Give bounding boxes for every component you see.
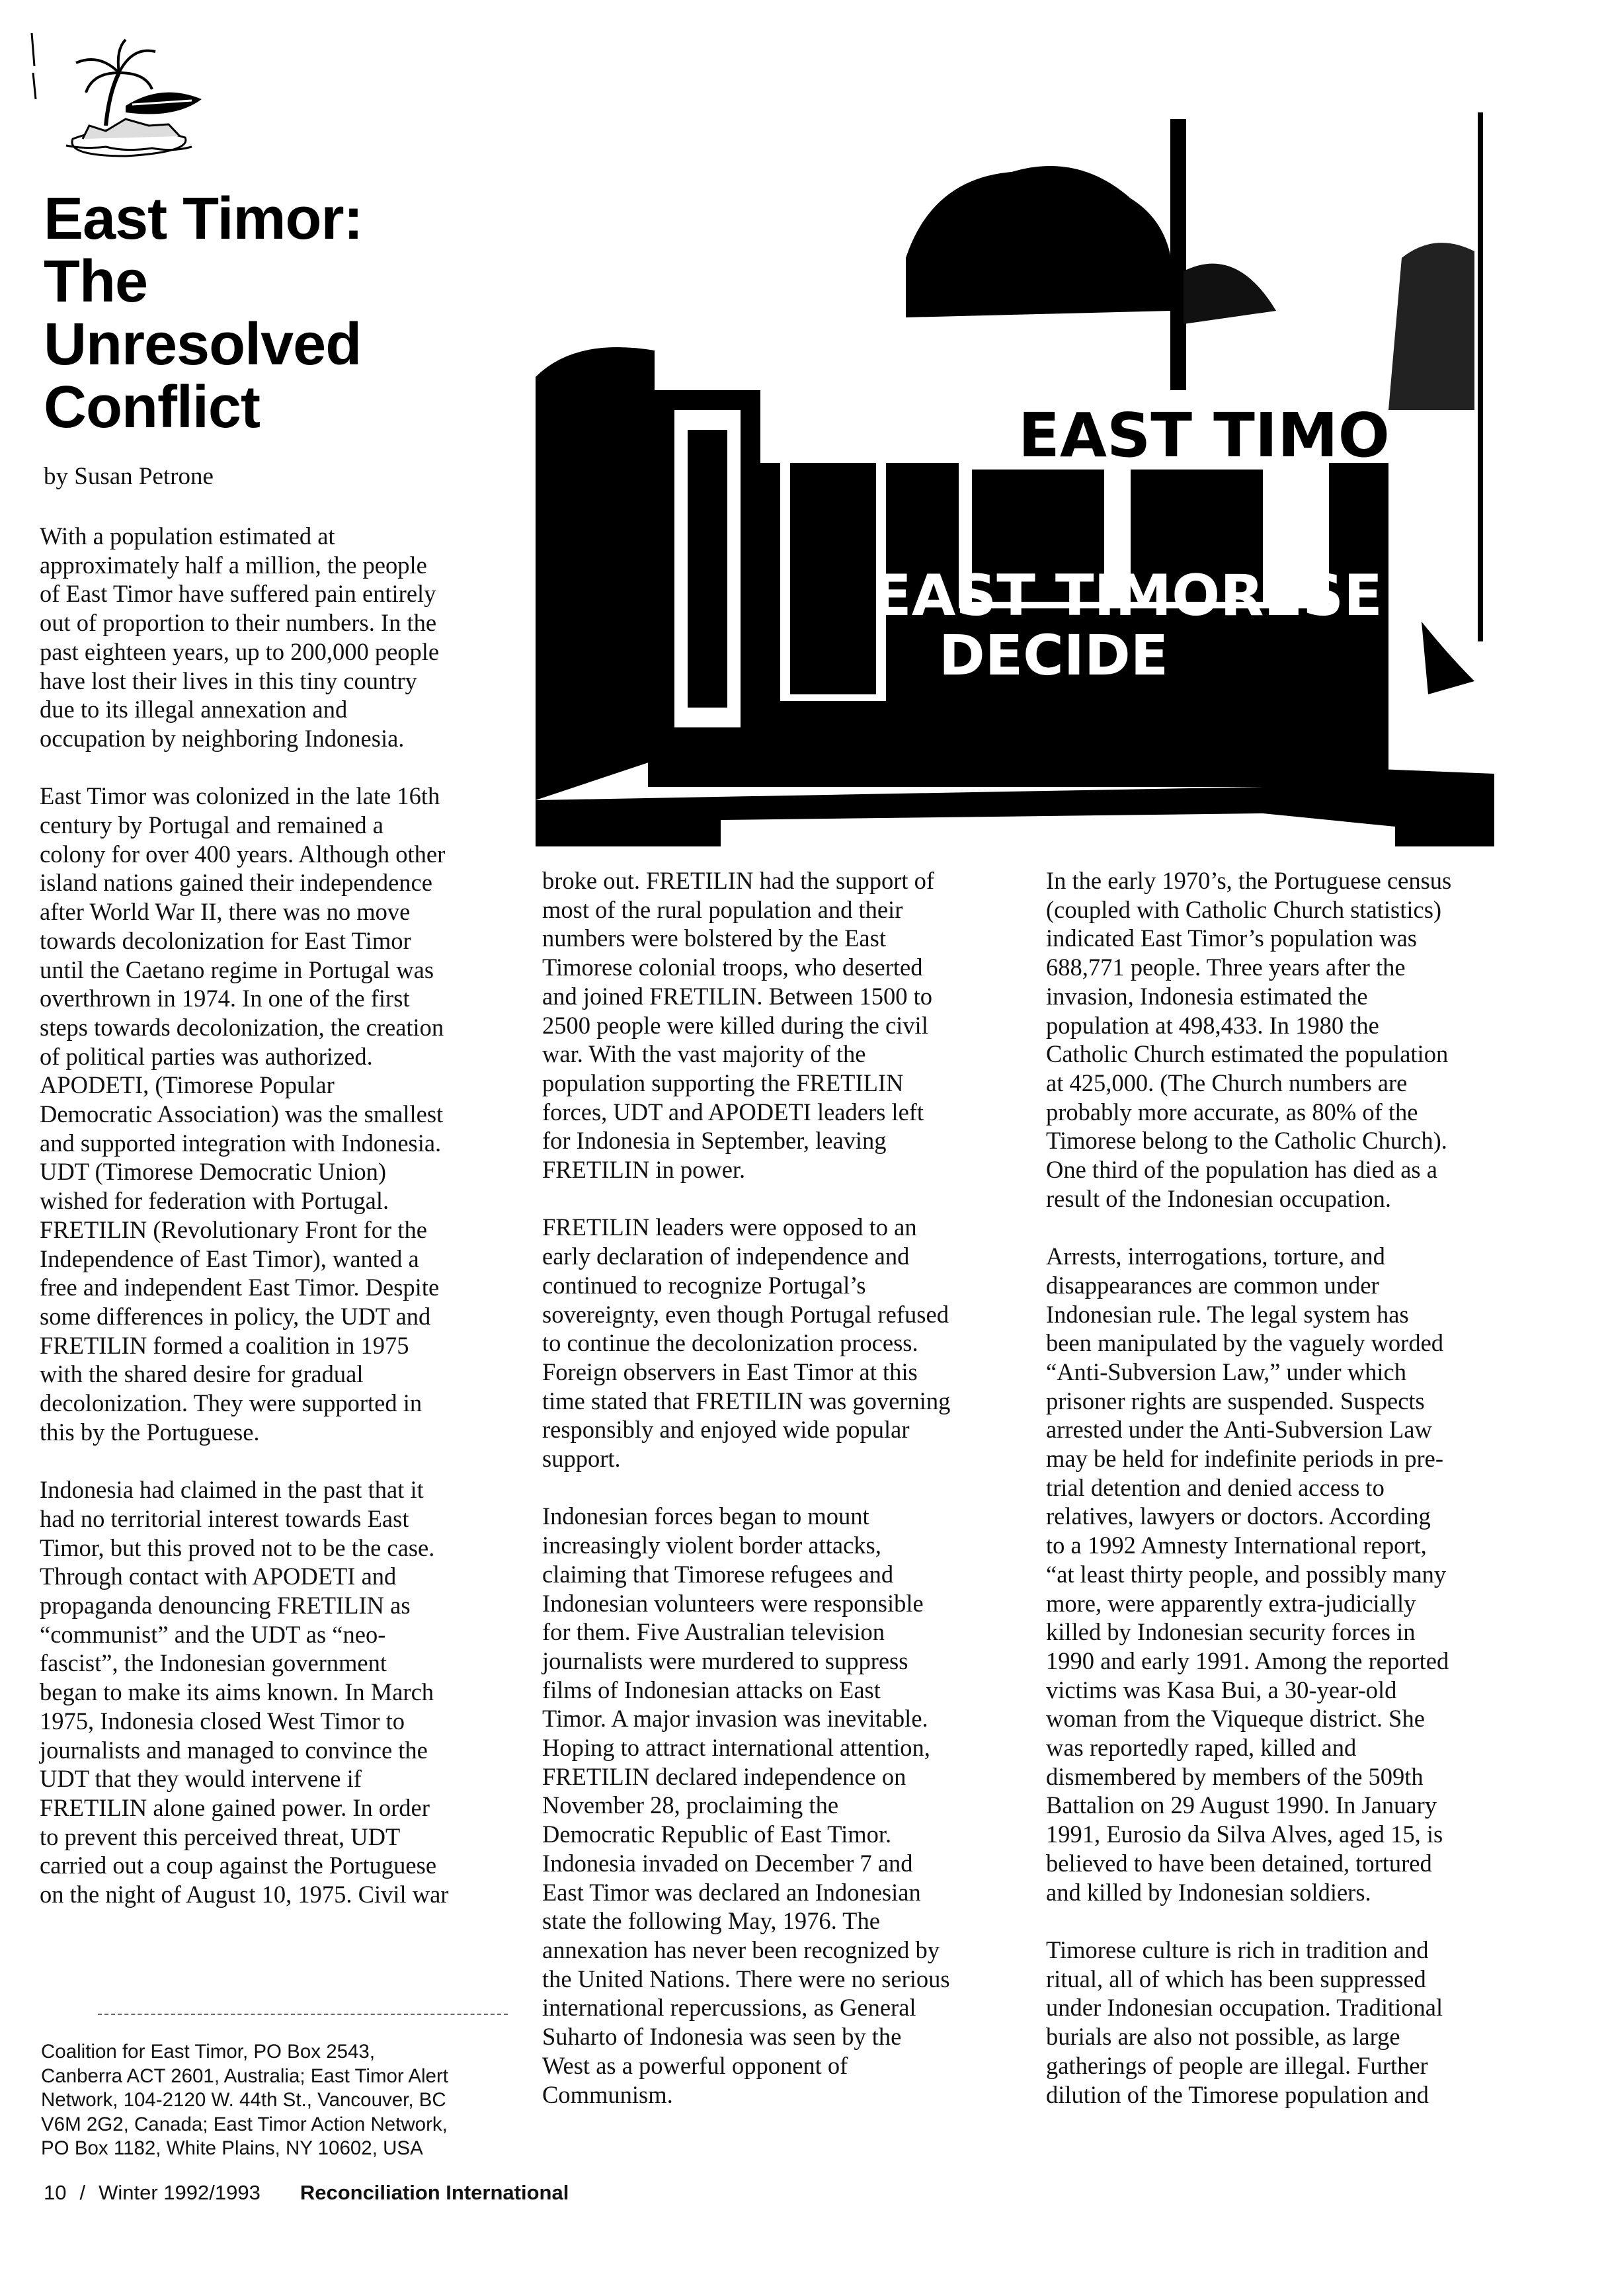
text-line: Hoping to attract international attention, <box>542 1734 930 1762</box>
text-line: FRETILIN alone gained power. In order <box>40 1793 430 1821</box>
text-line: November 28, proclaiming the <box>542 1791 839 1819</box>
text-line: disappearances are common under <box>1046 1271 1379 1299</box>
paragraph <box>1046 866 1555 1213</box>
text-line: responsibly and enjoyed wide popular <box>542 1416 910 1444</box>
text-line: Democratic Republic of East Timor. <box>542 1821 892 1848</box>
text-line: FRETILIN formed a coalition in 1975 <box>40 1331 409 1359</box>
text-line: FRETILIN (Revolutionary Front for the <box>40 1215 427 1243</box>
footnote-line: PO Box 1182, White Plains, NY 10602, USA <box>41 2137 423 2160</box>
text-line: of East Timor have suffered pain entirely <box>40 580 436 608</box>
text-line: Timor, but this proved not to be the case. <box>40 1534 435 1561</box>
footnote-divider <box>98 2014 508 2015</box>
text-line: war. With the vast majority of the <box>542 1040 866 1068</box>
text-line: With a population estimated at <box>40 522 335 550</box>
text-line: 1991, Eurosio da Silva Alves, aged 15, is <box>1046 1821 1443 1848</box>
text-line: have lost their lives in this tiny country <box>40 667 417 694</box>
text-line: until the Caetano regime in Portugal was <box>40 956 434 983</box>
text-line: this by the Portuguese. <box>40 1418 260 1446</box>
text-line: Indonesian forces began to mount <box>542 1502 869 1530</box>
text-line: had no territorial interest towards East <box>40 1504 409 1532</box>
sign-text: EAST TIMO <box>1018 400 1390 471</box>
text-line: Democratic Association) was the smallest <box>40 1100 444 1128</box>
text-line: Indonesia had claimed in the past that it <box>40 1476 424 1504</box>
footnote <box>41 2040 517 2161</box>
text-line: most of the rural population and their <box>542 895 903 923</box>
text-line: ritual, all of which has been suppressed <box>1046 1965 1426 1992</box>
text-line: early declaration of independence and <box>542 1243 910 1270</box>
article-title <box>44 188 520 439</box>
text-line: films of Indonesian attacks on East <box>542 1676 881 1703</box>
text-line: Indonesian rule. The legal system has <box>1046 1300 1409 1328</box>
text-line: international repercussions, as General <box>542 1994 916 2022</box>
text-line: state the following May, 1976. The <box>542 1907 880 1935</box>
text-line: “communist” and the UDT as “neo- <box>40 1620 386 1648</box>
text-line: free and independent East Timor. Despite <box>40 1274 440 1301</box>
paragraph <box>542 866 1025 1184</box>
text-line: of political parties was authorized. <box>40 1042 373 1070</box>
text-line: 688,771 people. Three years after the <box>1046 954 1406 981</box>
text-line: arrested under the Anti-Subversion Law <box>1046 1416 1432 1444</box>
text-line: prisoner rights are suspended. Suspects <box>1046 1387 1425 1414</box>
footer-separator: / <box>79 2181 86 2204</box>
title-line: Unresolved <box>44 311 362 378</box>
text-line: indicated East Timor’s population was <box>1046 924 1417 952</box>
text-line: West as a powerful opponent of <box>542 2051 848 2079</box>
paragraph <box>40 522 516 753</box>
text-line: continued to recognize Portugal’s <box>542 1271 866 1299</box>
text-line: relatives, lawyers or doctors. According <box>1046 1502 1431 1530</box>
text-line: began to make its aims known. In March <box>40 1678 434 1706</box>
text-line: been manipulated by the vaguely worded <box>1046 1329 1444 1357</box>
magazine-name: Reconciliation International <box>300 2181 569 2204</box>
text-line: past eighteen years, up to 200,000 people <box>40 637 440 665</box>
sign-photo <box>536 99 1494 846</box>
island-logo <box>26 26 205 159</box>
text-line: may be held for indefinite periods in pre- <box>1046 1445 1444 1473</box>
footnote-line: Canberra ACT 2601, Australia; East Timor Alert <box>41 2065 448 2087</box>
text-line: UDT (Timorese Democratic Union) <box>40 1158 387 1186</box>
text-line: time stated that FRETILIN was governing <box>542 1387 951 1414</box>
text-line: fascist”, the Indonesian government <box>40 1649 387 1677</box>
text-line: some differences in policy, the UDT and <box>40 1302 431 1330</box>
text-line: propaganda denouncing FRETILIN as <box>40 1591 411 1619</box>
page-number: 10 <box>44 2181 67 2204</box>
text-line: 1975, Indonesia closed West Timor to <box>40 1707 405 1735</box>
text-line: broke out. FRETILIN had the support of <box>542 867 935 894</box>
text-line: invasion, Indonesia estimated the <box>1046 982 1368 1010</box>
text-line: annexation has never been recognized by <box>542 1936 940 1963</box>
text-line: wished for federation with Portugal. <box>40 1187 389 1215</box>
text-line: forces, UDT and APODETI leaders left <box>542 1098 924 1126</box>
text-line: FRETILIN declared independence on <box>542 1762 906 1790</box>
text-line: In the early 1970’s, the Portuguese census <box>1046 867 1452 894</box>
text-line: overthrown in 1974. In one of the first <box>40 985 410 1012</box>
text-line: 1990 and early 1991. Among the reported <box>1046 1647 1449 1674</box>
title-line: Conflict <box>44 374 260 440</box>
text-line: Indonesian volunteers were responsible <box>542 1589 924 1617</box>
text-line: decolonization. They were supported in <box>40 1389 422 1417</box>
text-line: Communism. <box>542 2080 673 2108</box>
text-line: “Anti-Subversion Law,” under which <box>1046 1358 1406 1385</box>
text-line: Catholic Church estimated the population <box>1046 1040 1449 1068</box>
footnote-line: Coalition for East Timor, PO Box 2543, <box>41 2041 376 2063</box>
text-line: woman from the Viqueque district. She <box>1046 1705 1425 1733</box>
text-line: support. <box>542 1445 621 1473</box>
text-line: probably more accurate, as 80% of the <box>1046 1098 1418 1126</box>
text-line: East Timor was colonized in the late 16th <box>40 782 440 810</box>
text-line: Arrests, interrogations, torture, and <box>1046 1243 1385 1270</box>
sign-text: DECIDE <box>939 623 1169 688</box>
sign-text: EAST TIMORESE <box>873 563 1383 629</box>
text-line: Timor. A major invasion was inevitable. <box>542 1705 928 1733</box>
text-line: increasingly violent border attacks, <box>542 1532 881 1559</box>
text-line: Timorese colonial troops, who deserted <box>542 954 923 981</box>
text-line: carried out a coup against the Portuguese <box>40 1852 437 1879</box>
page-footer <box>44 2181 569 2205</box>
text-line: dilution of the Timorese population and <box>1046 2080 1429 2108</box>
paragraph <box>40 782 516 1446</box>
paragraph <box>1046 1936 1555 2109</box>
text-line: killed by Indonesian security forces in <box>1046 1618 1416 1646</box>
text-line: believed to have been detained, tortured <box>1046 1849 1432 1877</box>
text-line: to continue the decolonization process. <box>542 1329 918 1357</box>
text-line: journalists and managed to convince the <box>40 1736 428 1764</box>
text-line: sovereignty, even though Portugal refused <box>542 1300 949 1328</box>
title-line: The <box>44 249 148 315</box>
text-line: victims was Kasa Bui, a 30-year-old <box>1046 1676 1397 1703</box>
text-line: island nations gained their independence <box>40 869 432 897</box>
text-line: and killed by Indonesian soldiers. <box>1046 1878 1371 1906</box>
text-line: out of proportion to their numbers. In the <box>40 609 437 637</box>
text-line: for them. Five Australian television <box>542 1618 885 1646</box>
text-line: Suharto of Indonesia was seen by the <box>542 2023 902 2051</box>
paragraph <box>542 1502 1025 2109</box>
text-line: One third of the population has died as a <box>1046 1156 1437 1184</box>
text-line: APODETI, (Timorese Popular <box>40 1071 335 1099</box>
text-line: FRETILIN in power. <box>542 1156 746 1184</box>
text-line: colony for over 400 years. Although other <box>40 840 446 868</box>
text-line: Timorese belong to the Catholic Church). <box>1046 1127 1447 1155</box>
text-line: Independence of East Timor), wanted a <box>40 1245 419 1272</box>
text-line: due to its illegal annexation and <box>40 696 348 723</box>
text-line: steps towards decolonization, the creation <box>40 1013 444 1041</box>
text-line: journalists were murdered to suppress <box>542 1647 908 1674</box>
text-line: gatherings of people are illegal. Further <box>1046 2051 1428 2079</box>
text-line: the United Nations. There were no serious <box>542 1965 950 1992</box>
text-line: Through contact with APODETI and <box>40 1563 397 1590</box>
text-line: population supporting the FRETILIN <box>542 1069 904 1096</box>
text-line: after World War II, there was no move <box>40 898 411 926</box>
text-line: East Timor was declared an Indonesian <box>542 1878 921 1906</box>
palm-island-icon <box>26 26 205 159</box>
text-line: trial detention and denied access to <box>1046 1473 1385 1501</box>
text-line: population at 498,433. In 1980 the <box>1046 1011 1379 1039</box>
text-line: claiming that Timorese refugees and <box>542 1560 894 1588</box>
text-line: for Indonesia in September, leaving <box>542 1127 887 1155</box>
text-line: on the night of August 10, 1975. Civil war <box>40 1881 449 1908</box>
text-line: Foreign observers in East Timor at this <box>542 1358 918 1385</box>
text-line: towards decolonization for East Timor <box>40 926 411 954</box>
text-line: result of the Indonesian occupation. <box>1046 1184 1391 1212</box>
text-line: at 425,000. (The Church numbers are <box>1046 1069 1408 1096</box>
text-line: and supported integration with Indonesia. <box>40 1129 442 1157</box>
text-line: “at least thirty people, and possibly many <box>1046 1560 1447 1588</box>
paragraph <box>542 1213 1025 1473</box>
text-line: Battalion on 29 August 1990. In January <box>1046 1791 1437 1819</box>
issue-date: Winter 1992/1993 <box>99 2181 261 2204</box>
text-line: was reportedly raped, killed and <box>1046 1734 1357 1762</box>
right-column <box>1046 866 1555 2109</box>
text-line: Indonesia invaded on December 7 and <box>542 1849 913 1877</box>
text-line: occupation by neighboring Indonesia. <box>40 724 405 752</box>
text-line: more, were apparently extra-judicially <box>1046 1589 1416 1617</box>
paragraph <box>40 1475 516 1909</box>
left-column <box>40 522 516 1909</box>
byline: by Susan Petrone <box>44 463 214 490</box>
text-line: approximately half a million, the people <box>40 551 427 579</box>
text-line: under Indonesian occupation. Traditional <box>1046 1994 1443 2022</box>
text-line: with the shared desire for gradual <box>40 1360 364 1388</box>
text-line: dismembered by members of the 509th <box>1046 1762 1424 1790</box>
footnote-line: Network, 104-2120 W. 44th St., Vancouver, BC <box>41 2089 446 2112</box>
text-line: century by Portugal and remained a <box>40 811 383 839</box>
sign-photo-image <box>536 99 1494 846</box>
text-line: to prevent this perceived threat, UDT <box>40 1823 401 1850</box>
text-line: Timorese culture is rich in tradition and <box>1046 1936 1429 1963</box>
text-line: (coupled with Catholic Church statistics) <box>1046 895 1442 923</box>
paragraph <box>1046 1242 1555 1906</box>
text-line: 2500 people were killed during the civil <box>542 1011 928 1039</box>
text-line: numbers were bolstered by the East <box>542 924 886 952</box>
title-line: East Timor: <box>44 186 363 252</box>
text-line: to a 1992 Amnesty International report, <box>1046 1532 1427 1559</box>
text-line: UDT that they would intervene if <box>40 1765 362 1793</box>
middle-column <box>542 866 1025 2109</box>
text-line: FRETILIN leaders were opposed to an <box>542 1213 917 1241</box>
text-line: burials are also not possible, as large <box>1046 2023 1400 2051</box>
footnote-line: V6M 2G2, Canada; East Timor Action Network, <box>41 2113 448 2135</box>
text-line: and joined FRETILIN. Between 1500 to <box>542 982 932 1010</box>
